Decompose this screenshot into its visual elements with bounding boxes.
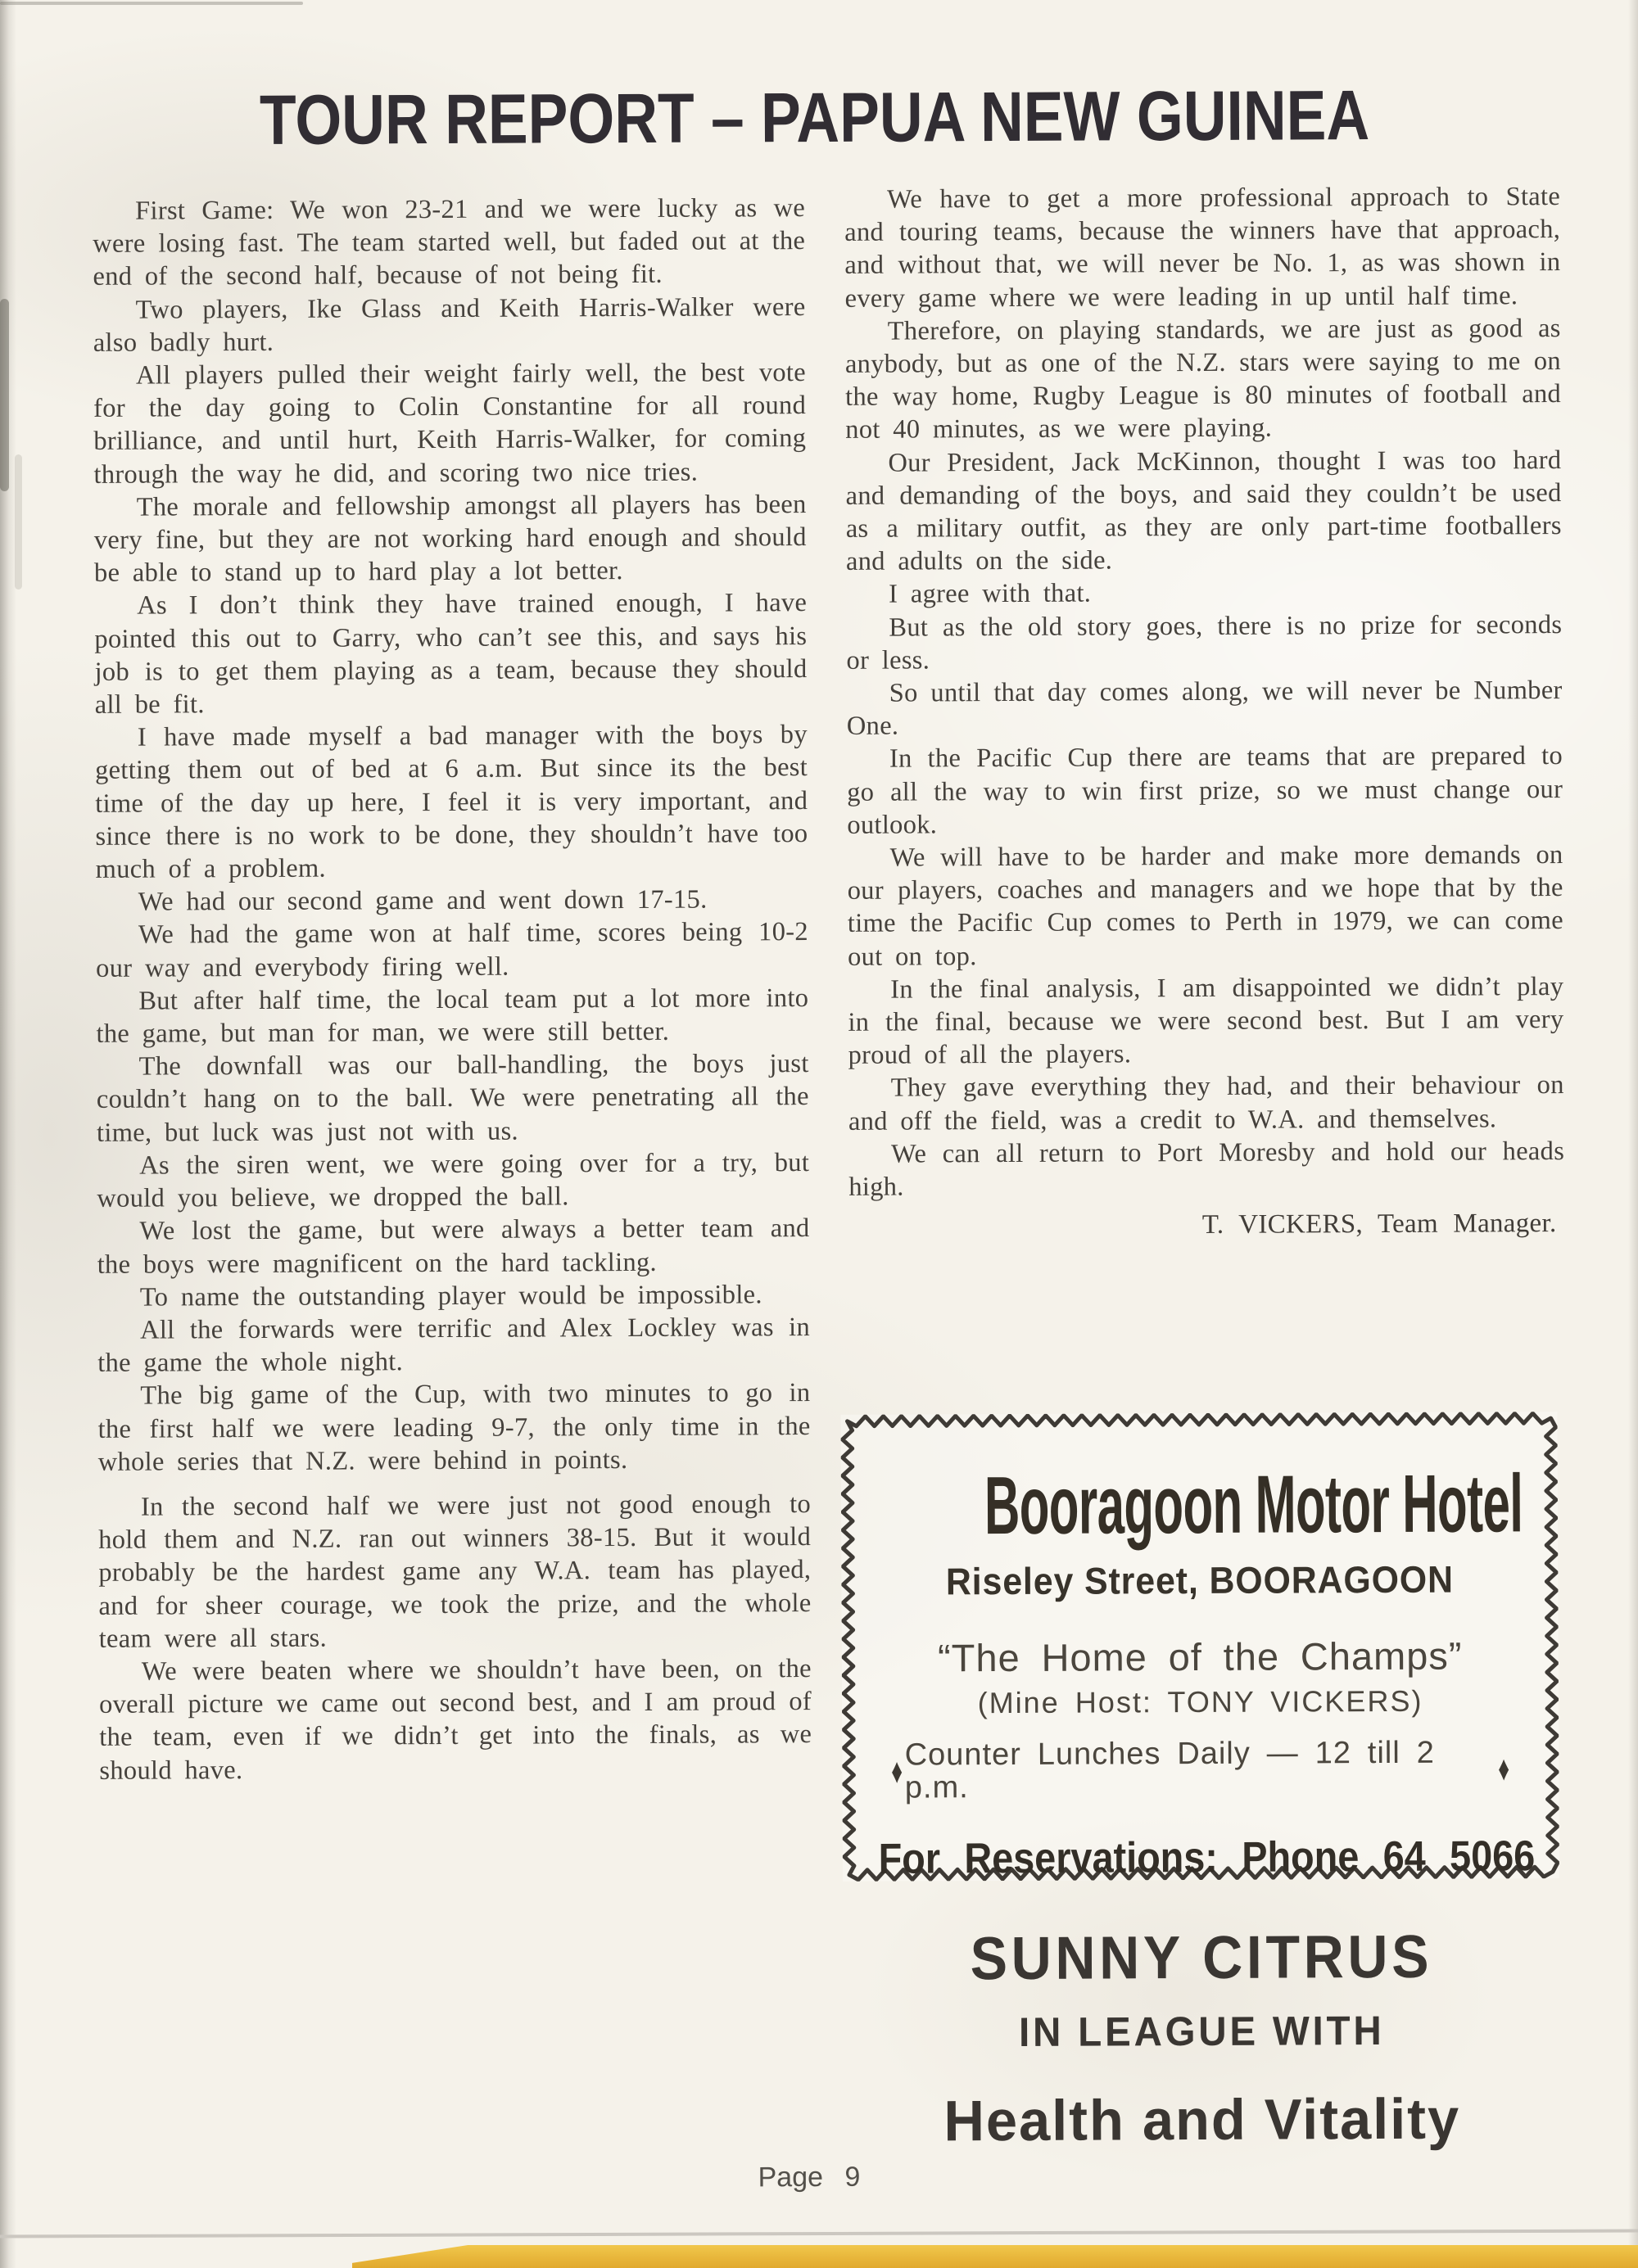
article-signature: T. VICKERS, Team Manager. [1201, 1209, 1557, 1240]
hotel-ad [840, 1412, 1559, 1882]
scan-smudge [15, 454, 22, 590]
article-paragraph: In the final analysis, I am disappointed we didn’t play in the final, because we were second best. But I am very proud of all the players. [848, 971, 1564, 1071]
scan-top-edge-mark [0, 2, 303, 5]
diamond-icon: ♦ [1497, 1749, 1510, 1789]
article-paragraph: The downfall was our ball-handling, the boys just couldn’t hang on to the ball. We were penetrating all the time, but luck was just not with us. [96, 1049, 809, 1148]
hotel-ad-address: Riseley Street, BOORAGOON [945, 1557, 1454, 1603]
article-paragraph: We had the game won at half time, scores being 10-2 our way and everybody firing well. [96, 917, 809, 983]
article-paragraph: I agree with that. [889, 578, 1092, 610]
scan-smudge [0, 299, 9, 491]
article-paragraph: Two players, Ike Glass and Keith Harris-Walker were also badly hurt. [93, 291, 806, 358]
hotel-ad-lunches: Counter Lunches Daily — 12 till 2 p.m. [904, 1735, 1435, 1805]
article-paragraph: So until that day comes along, we will never be Number One. [846, 675, 1563, 742]
article-paragraph: But as the old story goes, there is no prize for seconds or less. [846, 609, 1563, 675]
page-number: Page 9 [758, 2161, 861, 2193]
article-paragraph: The morale and fellowship amongst all players has been very fine, but they are not working hard enough and should be able to stand up to hard play a lot better. [93, 489, 807, 589]
hotel-ad-slogan: “The Home of the Champs” [937, 1633, 1463, 1680]
scan-bottom-yellow-band [352, 2245, 1638, 2268]
article-paragraph: In the Pacific Cup there are teams that are prepared to go all the way to win first prize, so we must change our outlook. [847, 741, 1563, 840]
article-paragraph: They gave everything they had, and their behaviour on and off the field, was a credit to W.A. and themselves. [848, 1070, 1564, 1136]
hotel-ad-reservations: For Reservations: Phone 64 5066 [878, 1832, 1536, 1883]
scan-right-edge-shadow [1628, 0, 1638, 2268]
article-paragraph: I have made myself a bad manager with the boys by getting them out of bed at 6 a.m. But since its the best time of the day up here, I feel it is very important, and since there is no work to be done, they shouldn’t have too much of a problem. [94, 720, 808, 884]
diamond-icon: ♦ [891, 1751, 904, 1791]
article-paragraph: We were beaten where we shouldn’t have been, on the overall picture we came out second best, and I am proud of the team, even if we didn’t get into the finals, as we should have. [98, 1653, 812, 1786]
article-right-column [844, 180, 1565, 1243]
article-paragraph: We had our second game and went down 17-15. [138, 884, 708, 917]
hotel-ad-name: Booragoon Motor Hotel [984, 1457, 1523, 1552]
article-paragraph: As the siren went, we were going over for a try, but would you believe, we dropped the ball. [97, 1147, 810, 1213]
article-right-paragraphs [844, 180, 1564, 1204]
article-paragraph: All players pulled their weight fairly well, the best vote for the day going to Colin Constantine for all round brilliance, and until hurt, Keith Harris-Walker, for coming through the way he did, and scoring two nice tries. [93, 358, 807, 490]
article-paragraph: We can all return to Port Moresby and hold our heads high. [848, 1136, 1565, 1202]
article-paragraph: All the forwards were terrific and Alex Lockley was in the game the whole night. [97, 1312, 811, 1378]
article-paragraph: We lost the game, but were always a better team and the boys were magnificent on the hard tackling. [97, 1213, 810, 1280]
article-paragraph: But after half time, the local team put a lot more into the game, but man for man, we were still better. [96, 983, 809, 1049]
article-paragraph: We have to get a more professional approach to State and touring teams, because the winners have that approach, and without that, we will never be No. 1, as was shown in every game where we were leading in up until half time. [844, 182, 1561, 314]
article-left-column [93, 192, 812, 1787]
article-paragraph: First Game: We won 23-21 and we were lucky as we were losing fast. The team started well, but faded out at the end of the second half, because of not being fit. [93, 193, 806, 292]
article-paragraph: We will have to be harder and make more demands on our players, coaches and managers and we hope that by the time the Pacific Cup comes to Perth in 1979, we can come out on top. [847, 840, 1563, 972]
citrus-ad-line1: SUNNY CITRUS [970, 1922, 1433, 1993]
citrus-ad [843, 1922, 1560, 2153]
citrus-ad-line3: Health and Vitality [943, 2086, 1461, 2153]
hotel-ad-host: (Mine Host: TONY VICKERS) [977, 1683, 1423, 1720]
article-paragraph: As I don’t think they have trained enough, I have pointed this out to Garry, who can’t see this, and says his job is to get them playing as a team, because they should all be fit. [94, 588, 808, 720]
article-left-paragraphs [93, 192, 812, 1787]
article-paragraph: Our President, Jack McKinnon, thought I was too hard and demanding of the boys, and said they couldn’t be used as a military outfit, as they are only part-time footballers and adults on the side. [845, 445, 1562, 577]
article-paragraph: To name the outstanding player would be impossible. [139, 1280, 762, 1312]
article-paragraph: The big game of the Cup, with two minutes to go in the first half we were leading 9-7, the only time in the whole series that N.Z. were behind in points. [97, 1378, 811, 1477]
page-title: TOUR REPORT – PAPUA NEW GUINEA [259, 76, 1370, 160]
citrus-ad-line2: IN LEAGUE WITH [1018, 2007, 1385, 2055]
hotel-ad-lunch-line [842, 1736, 1559, 1805]
article-paragraph: In the second half we were just not good enough to hold them and N.Z. ran out winners 38-15. But it would probably be the hardest game any W.A. team has played, and for sheer courage, we took the prize, and the whole team were all stars. [98, 1489, 812, 1654]
article-paragraph: Therefore, on playing standards, we are just as good as anybody, but as one of the N.Z. stars were saying to me on the way home, Rugby League is 80 minutes of football and not 40 minutes, as we were playing. [844, 313, 1562, 445]
